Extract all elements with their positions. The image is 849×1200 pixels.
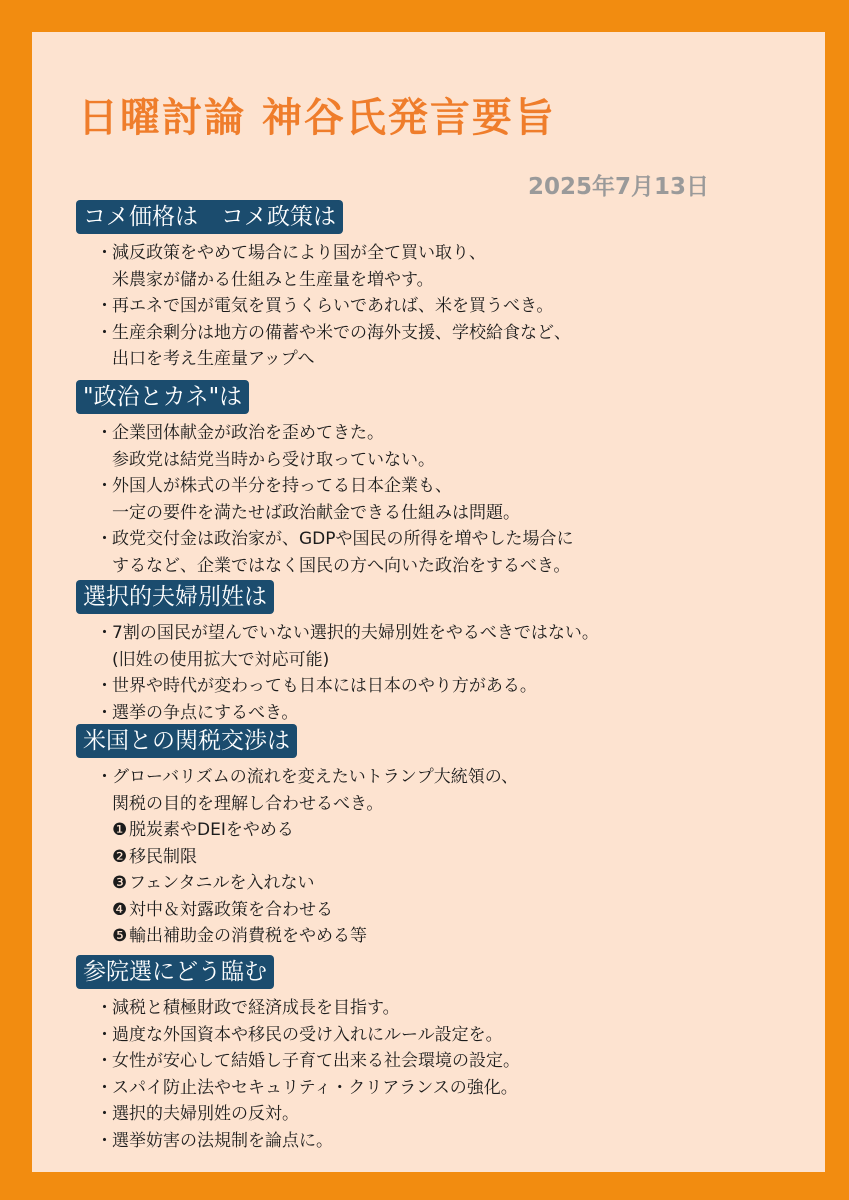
bullet-text: 参政党は結党当時から受け取っていない。 bbox=[112, 449, 435, 470]
bullet-item bbox=[96, 764, 819, 817]
bullet-item bbox=[96, 1101, 819, 1128]
bullet-list bbox=[76, 764, 819, 950]
bullet-text: ・ 再エネで国が電気を買うくらいであれば、米を買うべき。 bbox=[112, 296, 554, 316]
bullet-text: 出口を考え生産量アップへ bbox=[112, 349, 315, 369]
bullet-text: ・ 7割の国民が望んでいない選択的夫婦別姓をやるべきではない。 bbox=[112, 623, 599, 643]
bullet-list bbox=[76, 620, 819, 726]
numbered-item bbox=[112, 817, 819, 844]
bullet-text: ・ 生産余剰分は地方の備蓄や米での海外支援、学校給食など、 bbox=[112, 322, 571, 343]
bullet-text: ・ 企業団体献金が政治を歪めてきた。 bbox=[112, 423, 384, 443]
bullet-item bbox=[96, 473, 819, 526]
bullet-text: ・ 女性が安心して結婚し子育て出来る社会環境の設定。 bbox=[112, 1051, 520, 1071]
bullet-item bbox=[96, 1022, 819, 1049]
section-heading: 米国との関税交渉は bbox=[76, 724, 297, 758]
section-heading: コメ価格は コメ政策は bbox=[76, 200, 343, 234]
bullet-item bbox=[96, 620, 819, 673]
bullet-text: ・ 選挙の争点にするべき。 bbox=[112, 702, 299, 723]
bullet-item bbox=[96, 995, 819, 1022]
numbered-text: 輸出補助金の消費税をやめる等 bbox=[129, 926, 367, 946]
bullet-text: 米農家が儲かる仕組みと生産量を増やす。 bbox=[112, 269, 434, 290]
bullet-text: ・ 世界や時代が変わっても日本には日本のやり方がある。 bbox=[112, 676, 537, 696]
number-marker: ❸ bbox=[112, 873, 128, 893]
bullet-item bbox=[96, 240, 819, 293]
numbered-item bbox=[112, 870, 819, 897]
bullet-text: ・ スパイ防止法やセキュリティ・クリアランスの強化。 bbox=[112, 1077, 518, 1098]
bullet-text: ・ 選択的夫婦別姓の反対。 bbox=[112, 1104, 299, 1124]
numbered-text: 脱炭素やDEIをやめる bbox=[129, 820, 294, 840]
bullet-item bbox=[96, 1128, 819, 1155]
bullet-text: ・ 政党交付金は政治家が、GDPや国民の所得を増やした場合に bbox=[112, 529, 574, 549]
bullet-list bbox=[76, 420, 819, 579]
number-marker: ❹ bbox=[112, 899, 128, 920]
section-us-tariffs bbox=[76, 724, 819, 950]
number-marker: ❺ bbox=[112, 926, 128, 946]
number-marker: ❶ bbox=[112, 820, 128, 840]
date-label: 2025年7月13日 bbox=[527, 174, 709, 200]
bullet-text: ・ グローバリズムの流れを変えたいトランプ大統領の、 bbox=[112, 767, 519, 787]
bullet-list bbox=[76, 240, 819, 373]
section-heading: "政治とカネ"は bbox=[76, 380, 249, 414]
numbered-text: 移民制限 bbox=[129, 846, 197, 867]
bullet-item bbox=[96, 700, 819, 727]
numbered-item bbox=[112, 897, 819, 924]
bullet-text: ・ 減反政策をやめて場合により国が全て買い取り、 bbox=[112, 243, 486, 263]
numbered-text: 対中＆対露政策を合わせる bbox=[129, 899, 333, 920]
numbered-list bbox=[96, 817, 819, 950]
bullet-list bbox=[76, 995, 819, 1154]
bullet-text: ・ 過度な外国資本や移民の受け入れにルール設定を。 bbox=[112, 1024, 503, 1045]
bullet-item bbox=[96, 526, 819, 579]
numbered-item bbox=[112, 844, 819, 871]
bullet-item bbox=[96, 1048, 819, 1075]
bullet-item bbox=[96, 673, 819, 700]
section-rice bbox=[76, 200, 819, 373]
bullet-item bbox=[96, 420, 819, 473]
bullet-text: するなど、企業ではなく国民の方へ向いた政治をするべき。 bbox=[112, 555, 571, 576]
bullet-text: ・ 外国人が株式の半分を持ってる日本企業も、 bbox=[112, 476, 452, 496]
bullet-item bbox=[96, 1075, 819, 1102]
section-heading: 参院選にどう臨む bbox=[76, 955, 274, 989]
bullet-text: (旧姓の使用拡大で対応可能) bbox=[112, 649, 330, 670]
bullet-text: 関税の目的を理解し合わせるべき。 bbox=[112, 793, 384, 814]
bullet-text: 一定の要件を満たせば政治献金できる仕組みは問題。 bbox=[112, 502, 520, 523]
page-title: 日曜討論 神谷氏発言要旨 bbox=[78, 95, 556, 141]
numbered-text: フェンタニルを入れない bbox=[129, 873, 315, 893]
section-heading: 選択的夫婦別姓は bbox=[76, 580, 274, 614]
number-marker: ❷ bbox=[112, 846, 128, 867]
section-separate-surnames bbox=[76, 580, 819, 726]
bullet-item bbox=[96, 293, 819, 320]
section-upper-house-election bbox=[76, 955, 819, 1154]
bullet-item bbox=[96, 320, 819, 373]
section-politics-money bbox=[76, 380, 819, 579]
bullet-text: ・ 減税と積極財政で経済成長を目指す。 bbox=[112, 998, 400, 1018]
bullet-text: ・ 選挙妨害の法規制を論点に。 bbox=[112, 1130, 333, 1151]
numbered-item bbox=[112, 923, 819, 950]
